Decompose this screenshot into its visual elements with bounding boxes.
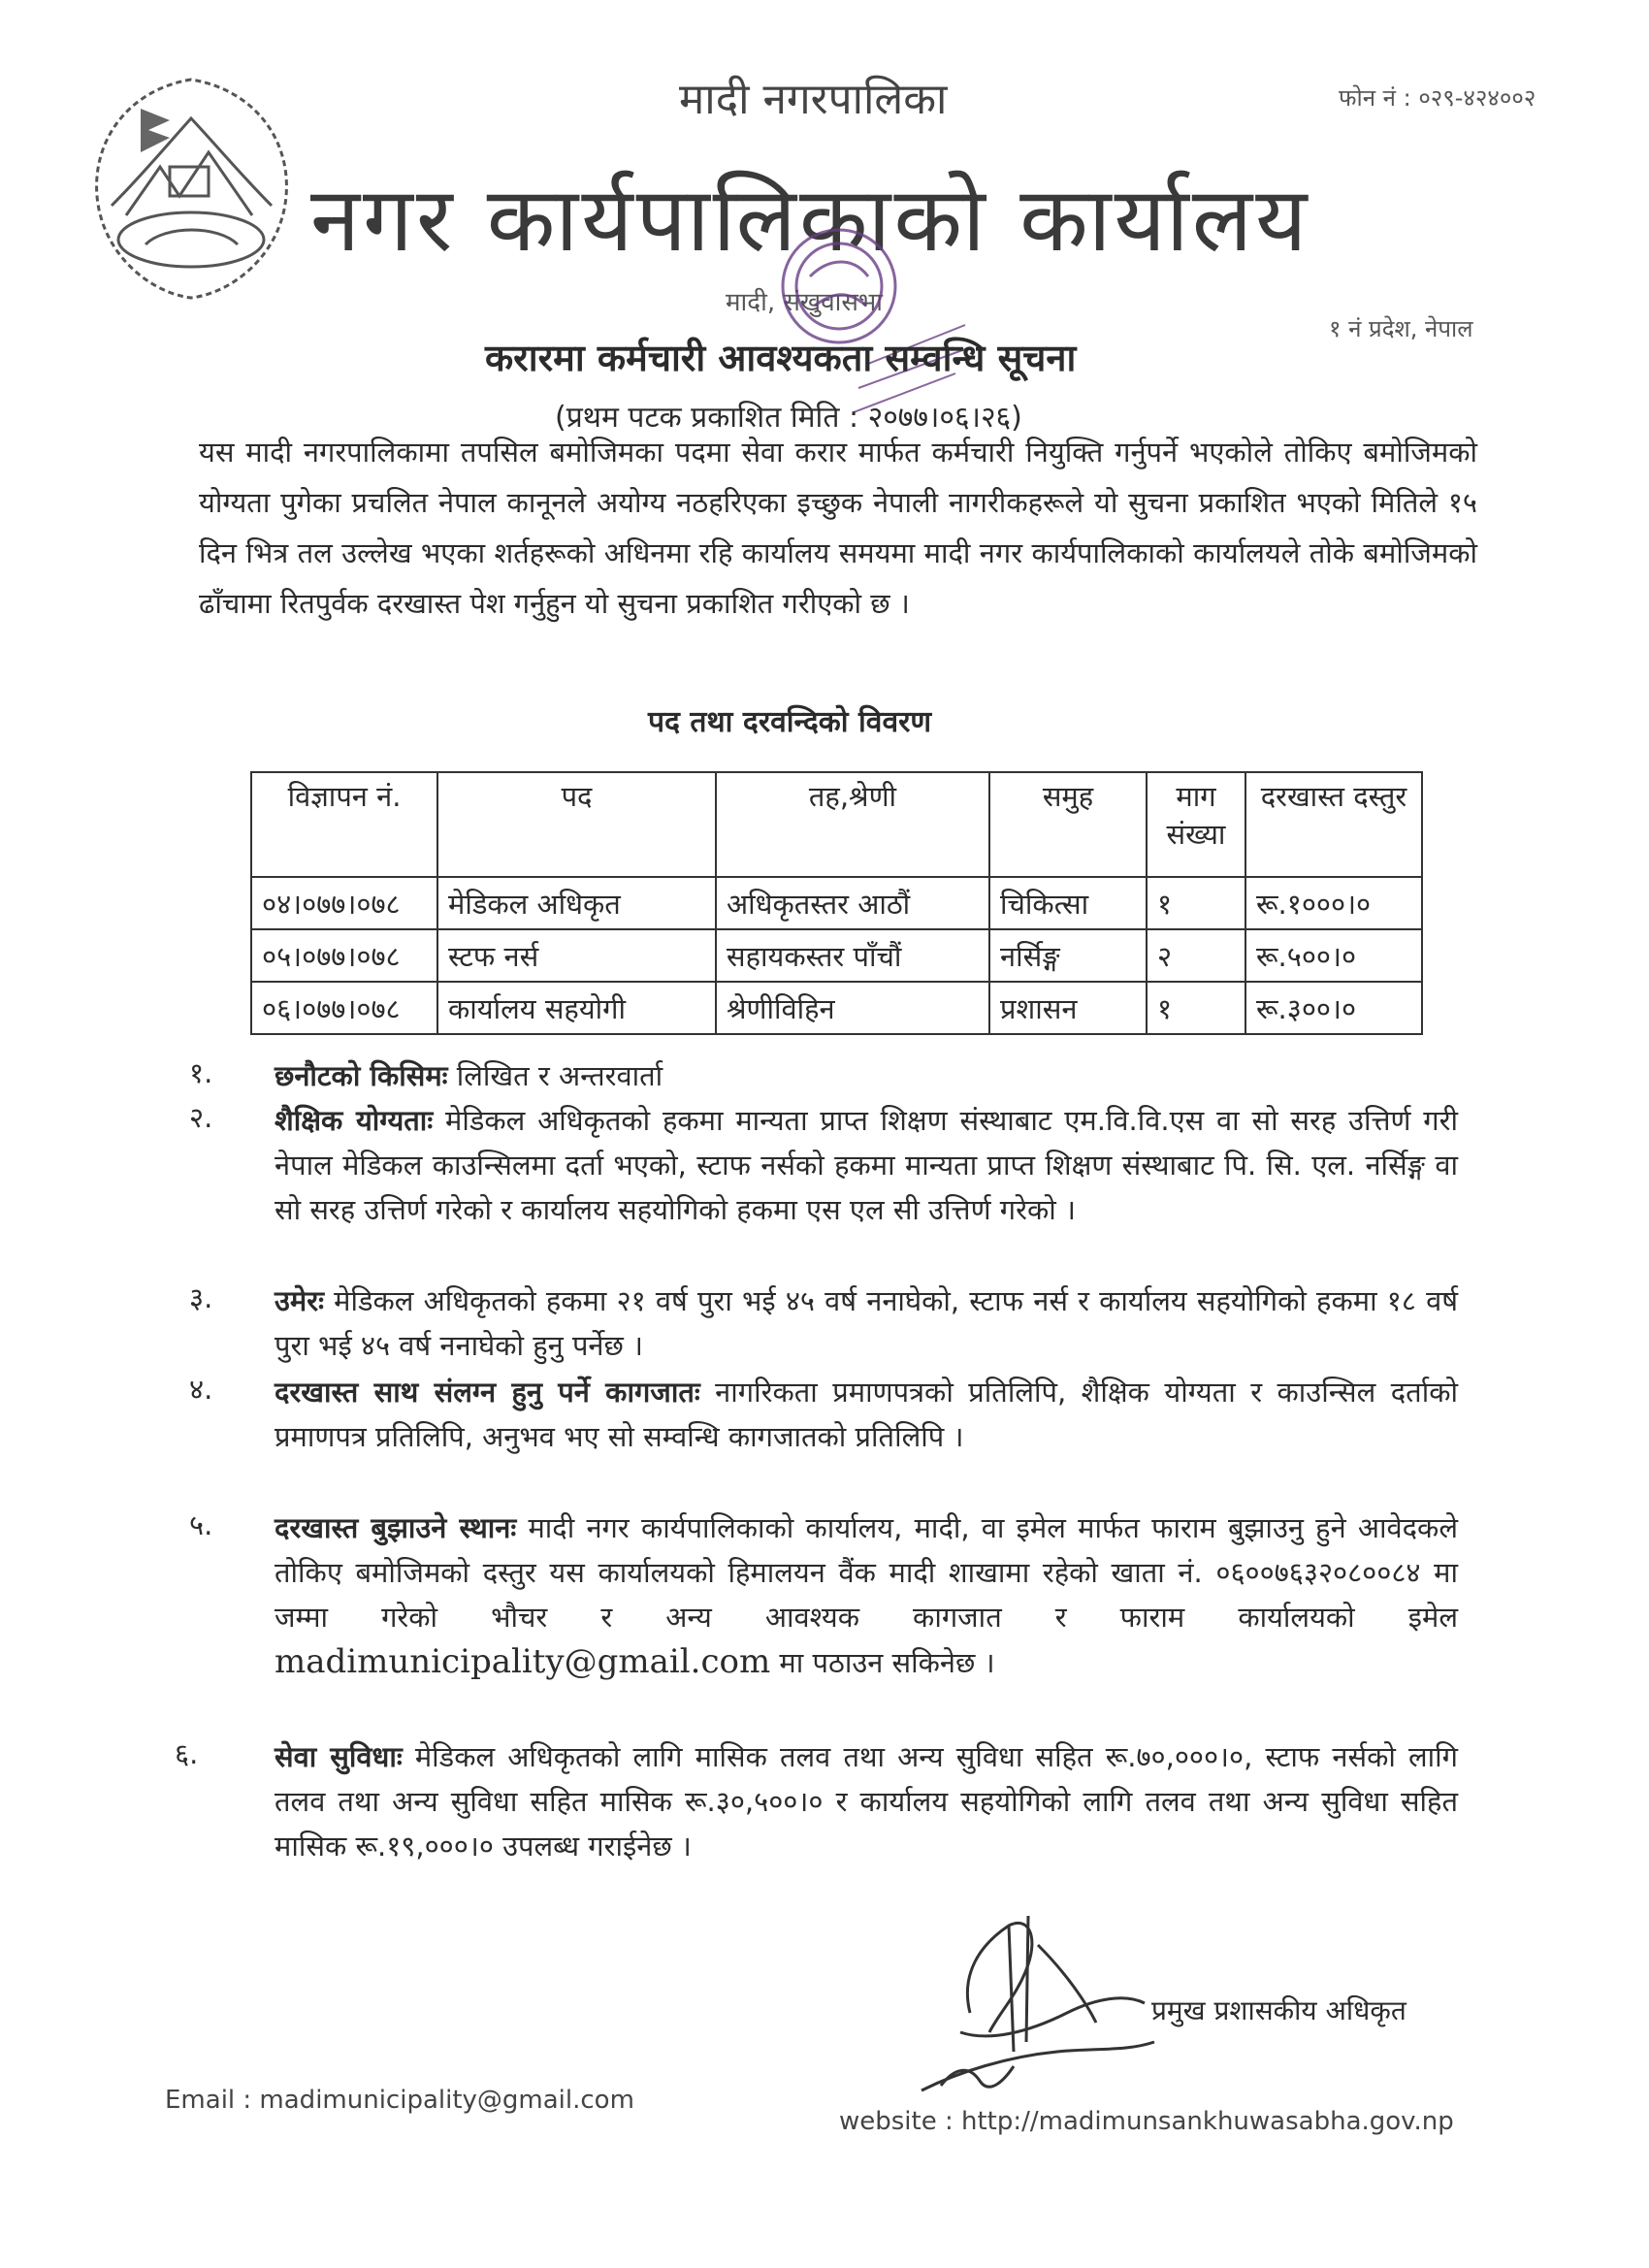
item-documents xyxy=(275,1370,1458,1459)
table-cell: १ xyxy=(1147,982,1245,1034)
officer-designation: प्रमुख प्रशासकीय अधिकृत xyxy=(1151,1994,1406,2026)
table-cell: मेडिकल अधिकृत xyxy=(437,877,716,929)
item-text: मादी नगर कार्यपालिकाको कार्यालय, मादी, वा इमेल मार्फत फाराम बुझाउनु हुने आवेदकले तोकिए बमोजिमको दस्तुर यस कार्यालयको हिमालयन वैंक मादी शाखामा रहेको खाता नं. ०६००७६३२०८००८४ मा जम्मा गरेको भौचर र अन्य आवश्यक कागजात र फाराम कार्यालयको इमेल xyxy=(275,1511,1458,1634)
table-row xyxy=(251,982,1422,1034)
column-header: दरखास्त दस्तुर xyxy=(1245,772,1422,877)
province-label: १ नं प्रदेश, नेपाल xyxy=(1329,315,1473,342)
item-label: सेवा सुविधाः xyxy=(275,1740,403,1773)
table-cell: रू.१०००।० xyxy=(1245,877,1422,929)
item-selection-type xyxy=(275,1053,1458,1098)
table-cell: प्रशासन xyxy=(989,982,1147,1034)
column-header: तह,श्रेणी xyxy=(716,772,989,877)
email-link[interactable]: madimunicipality@gmail.com xyxy=(275,1642,771,1681)
posts-table xyxy=(250,771,1423,1035)
phone-number: फोन नं : ०२९-४२४००२ xyxy=(1339,84,1536,112)
office-title: नगर कार्यपालिकाको कार्यालय xyxy=(310,168,1310,272)
intro-paragraph: यस मादी नगरपालिकामा तपसिल बमोजिमका पदमा सेवा करार मार्फत कर्मचारी नियुक्ति गर्नुपर्ने भएकोले तोकिए बमोजिमको योग्यता पुगेका प्रचलित नेपाल कानूनले अयोग्य नठहरिएका इच्छुक नेपाली नागरीकहरूले यो सुचना प्रकाशित भएको मितिले १५ दिन भित्र तल उल्लेख भएका शर्तहरूको अधिनमा रहि कार्यालय समयमा मादी नगर कार्यपालिकाको कार्यालयले तोके बमोजिमको ढाँचामा रितपुर्वक दरखास्त पेश गर्नुहुन यो सुचना प्रकाशित गरीएको छ । xyxy=(199,436,1477,620)
table-cell: स्टफ नर्स xyxy=(437,929,716,982)
item-number: १. xyxy=(189,1056,213,1089)
item-text: मेडिकल अधिकृतको हकमा मान्यता प्राप्त शिक्षण संस्थाबाट एम.वि.वि.एस वा सो सरह उत्तिर्ण गरी नेपाल मेडिकल काउन्सिलमा दर्ता भएको, स्टाफ नर्सको हकमा मान्यता प्राप्त शिक्षण संस्थाबाट पि. सि. एल. नर्सिङ्ग वा सो सरह उत्तिर्ण गरेको र कार्यालय सहयोगिको हकमा एस एल सी उत्तिर्ण गरेको । xyxy=(275,1104,1459,1226)
item-number: ४. xyxy=(189,1373,213,1406)
item-number: ६. xyxy=(175,1737,199,1770)
item-label: उमेरः xyxy=(275,1284,324,1317)
table-cell: ०५।०७७।०७८ xyxy=(251,929,437,982)
table-cell: श्रेणीविहिन xyxy=(716,982,989,1034)
nepal-emblem-logo xyxy=(73,60,310,308)
item-label: शैक्षिक योग्यताः xyxy=(275,1104,434,1137)
table-cell: १ xyxy=(1147,877,1245,929)
footer-website[interactable]: website : http://madimunsankhuwasabha.gov.np xyxy=(839,2107,1454,2136)
item-number: २. xyxy=(189,1101,213,1134)
table-row xyxy=(251,877,1422,929)
publish-date: (प्रथम पटक प्रकाशित मिति : २०७७।०६।२६) xyxy=(555,401,1022,435)
notice-title: करारमा कर्मचारी आवश्यकता सम्वन्धि सूचना xyxy=(485,337,1077,379)
municipality-name: मादी नगरपालिका xyxy=(679,75,948,124)
item-label: दरखास्त साथ संलग्न हुनु पर्ने कागजातः xyxy=(275,1376,700,1409)
item-benefits xyxy=(275,1734,1458,1868)
item-label: छनौटको किसिमः xyxy=(275,1059,448,1092)
item-qualification xyxy=(275,1098,1458,1232)
table-cell: ०६।०७७।०७८ xyxy=(251,982,437,1034)
table-cell: रू.५००।० xyxy=(1245,929,1422,982)
column-header: विज्ञापन नं. xyxy=(251,772,437,877)
column-header: माग संख्या xyxy=(1147,772,1245,877)
table-cell: रू.३००।० xyxy=(1245,982,1422,1034)
table-header-row xyxy=(251,772,1422,877)
table-cell: अधिकृतस्तर आठौं xyxy=(716,877,989,929)
office-address: मादी, संखुवासभा xyxy=(726,288,883,317)
table-cell: सहायकस्तर पाँचौं xyxy=(716,929,989,982)
table-cell: नर्सिङ्ग xyxy=(989,929,1147,982)
item-text: मेडिकल अधिकृतको लागि मासिक तलव तथा अन्य सुविधा सहित रू.७०,०००।०, स्टाफ नर्सको लागि तलव तथा अन्य सुविधा सहित मासिक रू.३०,५००।० र कार्यालय सहयोगिको लागि तलव तथा अन्य सुविधा सहित मासिक रू.१९,०००।० उपलब्ध गराईनेछ । xyxy=(275,1740,1459,1863)
table-cell: चिकित्सा xyxy=(989,877,1147,929)
table-cell: कार्यालय सहयोगी xyxy=(437,982,716,1034)
table-cell: ०४।०७७।०७८ xyxy=(251,877,437,929)
column-header: समुह xyxy=(989,772,1147,877)
item-text: मा पठाउन सकिनेछ । xyxy=(770,1646,995,1679)
item-submission-place xyxy=(275,1506,1458,1685)
item-text: मेडिकल अधिकृतको हकमा २१ वर्ष पुरा भई ४५ वर्ष ननाघेको, स्टाफ नर्स र कार्यालय सहयोगिको हकमा १८ वर्ष पुरा भई ४५ वर्ष ननाघेको हुनु पर्नेछ । xyxy=(275,1284,1458,1362)
item-age xyxy=(275,1279,1458,1368)
table-row xyxy=(251,929,1422,982)
item-text: नागरिकता प्रमाणपत्रको प्रतिलिपि, शैक्षिक योग्यता र काउन्सिल दर्ताको प्रमाणपत्र प्रतिलिपि, अनुभव भए सो सम्वन्धि कागजातको प्रतिलिपि । xyxy=(275,1376,1458,1453)
table-cell: २ xyxy=(1147,929,1245,982)
footer-email[interactable]: Email : madimunicipality@gmail.com xyxy=(165,2086,634,2115)
column-header: पद xyxy=(437,772,716,877)
item-number: ५. xyxy=(189,1508,213,1541)
item-text: लिखित र अन्तरवार्ता xyxy=(447,1059,663,1092)
item-label: दरखास्त बुझाउने स्थानः xyxy=(275,1511,517,1544)
table-heading: पद तथा दरवन्दिको विवरण xyxy=(648,705,932,739)
item-number: ३. xyxy=(189,1281,213,1314)
